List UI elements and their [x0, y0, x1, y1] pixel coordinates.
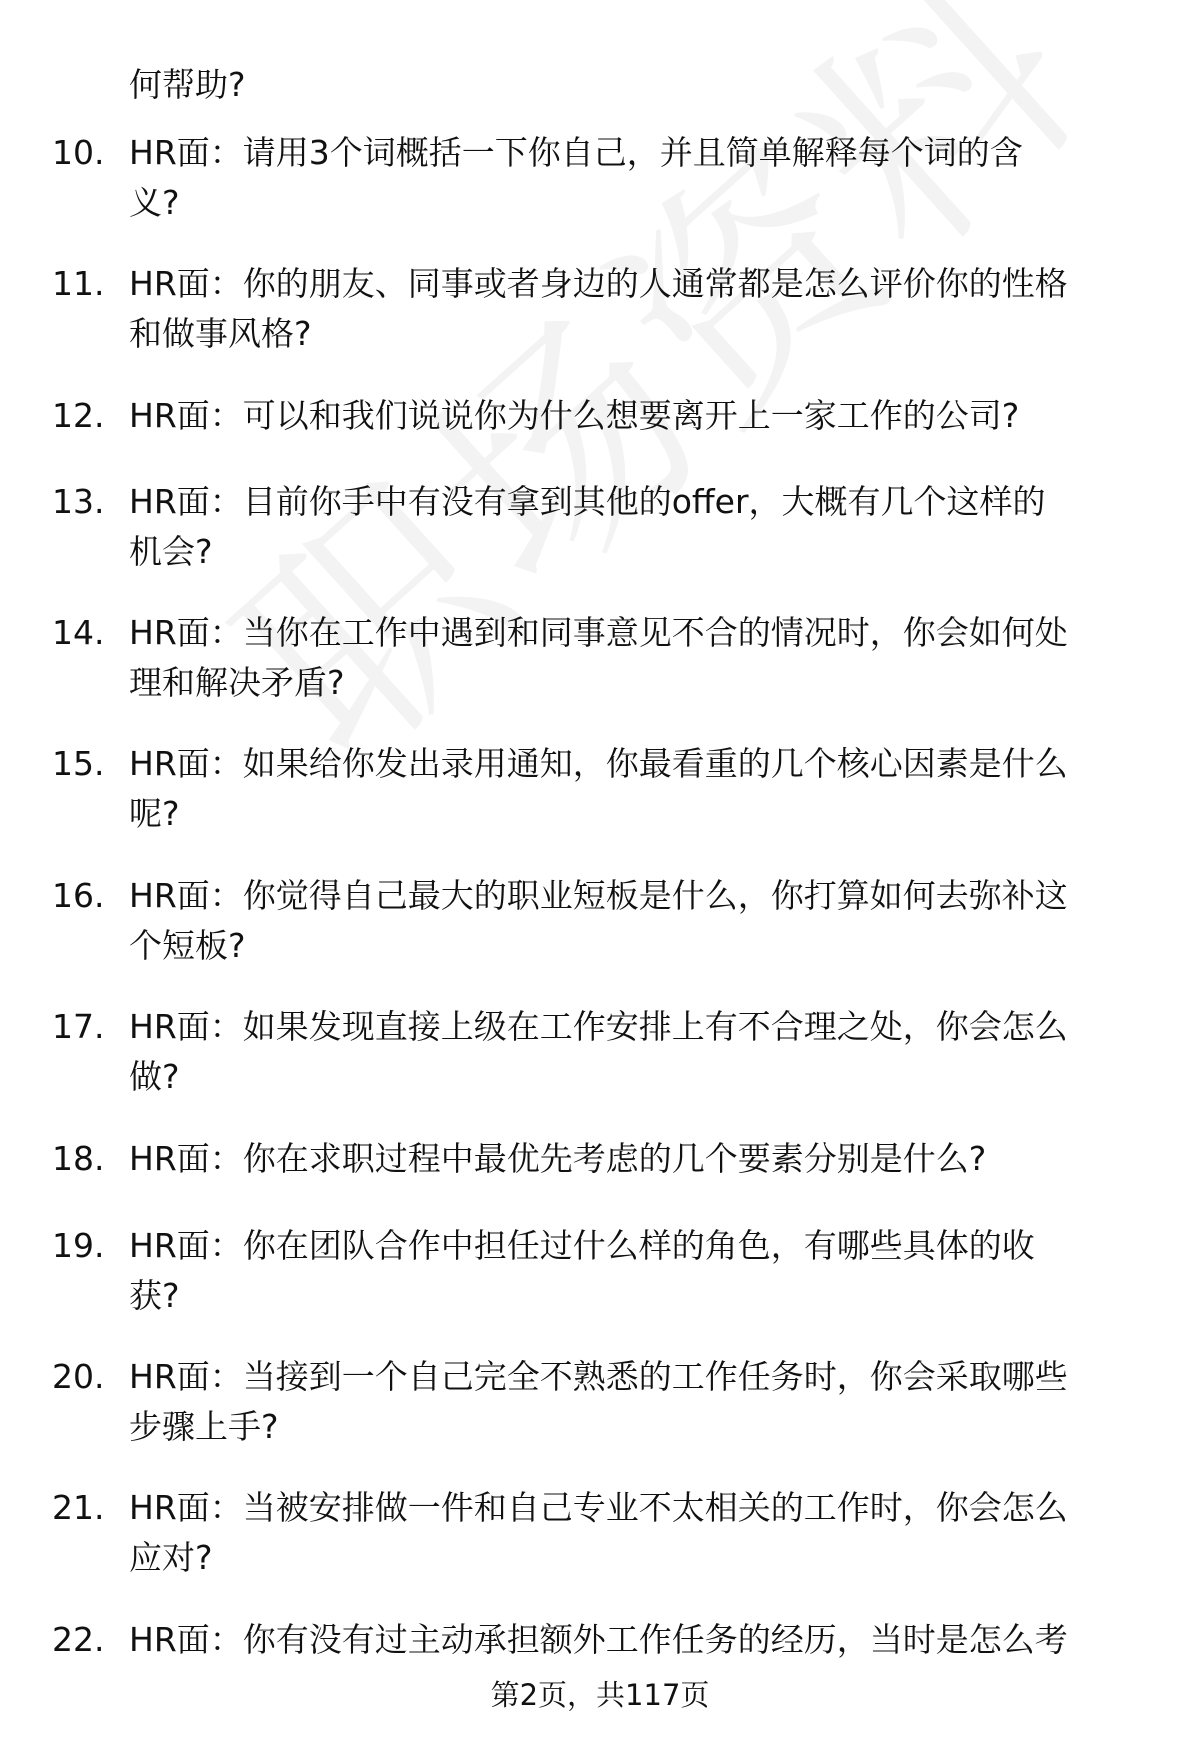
question-text — [129, 1221, 1159, 1321]
question-line: 义? — [129, 183, 180, 222]
page-footer: 第2页，共117页 — [490, 1678, 710, 1712]
question-line: 步骤上手? — [129, 1407, 279, 1446]
question-text — [129, 739, 1159, 839]
question-text — [129, 477, 1159, 577]
continuation-text: 何帮助? — [129, 65, 246, 104]
question-line: 做? — [129, 1057, 180, 1096]
question-line: HR面：当接到一个自己完全不熟悉的工作任务时，你会采取哪些 — [129, 1357, 1068, 1396]
question-line: HR面：当被安排做一件和自己专业不太相关的工作时，你会怎么 — [129, 1488, 1068, 1527]
question-text — [129, 1134, 1159, 1184]
question-line: 机会? — [129, 532, 213, 571]
question-line: HR面：你觉得自己最大的职业短板是什么，你打算如何去弥补这 — [129, 876, 1068, 915]
question-line: 个短板? — [129, 926, 246, 965]
question-number: 18. — [52, 1139, 105, 1178]
question-line: HR面：你在求职过程中最优先考虑的几个要素分别是什么? — [129, 1139, 987, 1178]
question-line: HR面：你的朋友、同事或者身边的人通常都是怎么评价你的性格 — [129, 264, 1068, 303]
question-line: HR面：可以和我们说说你为什么想要离开上一家工作的公司? — [129, 396, 1020, 435]
question-line: 获? — [129, 1276, 180, 1315]
question-line: HR面：目前你手中有没有拿到其他的offer，大概有几个这样的 — [129, 482, 1046, 521]
question-line: 理和解决矛盾? — [129, 663, 345, 702]
question-number: 10. — [52, 133, 105, 172]
question-line: 应对? — [129, 1538, 213, 1577]
question-number: 16. — [52, 876, 105, 915]
question-number: 19. — [52, 1226, 105, 1265]
question-text — [129, 608, 1159, 708]
question-number: 11. — [52, 264, 105, 303]
question-line: 和做事风格? — [129, 314, 312, 353]
question-number: 13. — [52, 482, 105, 521]
question-text — [129, 1002, 1159, 1102]
question-number: 12. — [52, 396, 105, 435]
question-line: HR面：你有没有过主动承担额外工作任务的经历，当时是怎么考 — [129, 1620, 1068, 1659]
question-line: HR面：如果给你发出录用通知，你最看重的几个核心因素是什么 — [129, 744, 1068, 783]
question-number: 20. — [52, 1357, 105, 1396]
question-number: 14. — [52, 613, 105, 652]
question-line: HR面：如果发现直接上级在工作安排上有不合理之处，你会怎么 — [129, 1007, 1068, 1046]
question-line: 呢? — [129, 794, 180, 833]
question-text — [129, 259, 1159, 359]
question-line: HR面：请用3个词概括一下你自己，并且简单解释每个词的含 — [129, 133, 1023, 172]
question-number: 17. — [52, 1007, 105, 1046]
question-text — [129, 1352, 1159, 1452]
question-number: 21. — [52, 1488, 105, 1527]
question-line: HR面：当你在工作中遇到和同事意见不合的情况时，你会如何处 — [129, 613, 1068, 652]
question-line: HR面：你在团队合作中担任过什么样的角色，有哪些具体的收 — [129, 1226, 1035, 1265]
question-number: 15. — [52, 744, 105, 783]
question-text — [129, 1615, 1159, 1665]
question-text — [129, 1483, 1159, 1583]
question-text — [129, 871, 1159, 971]
question-text — [129, 128, 1159, 228]
question-number: 22. — [52, 1620, 105, 1659]
question-text — [129, 391, 1159, 441]
